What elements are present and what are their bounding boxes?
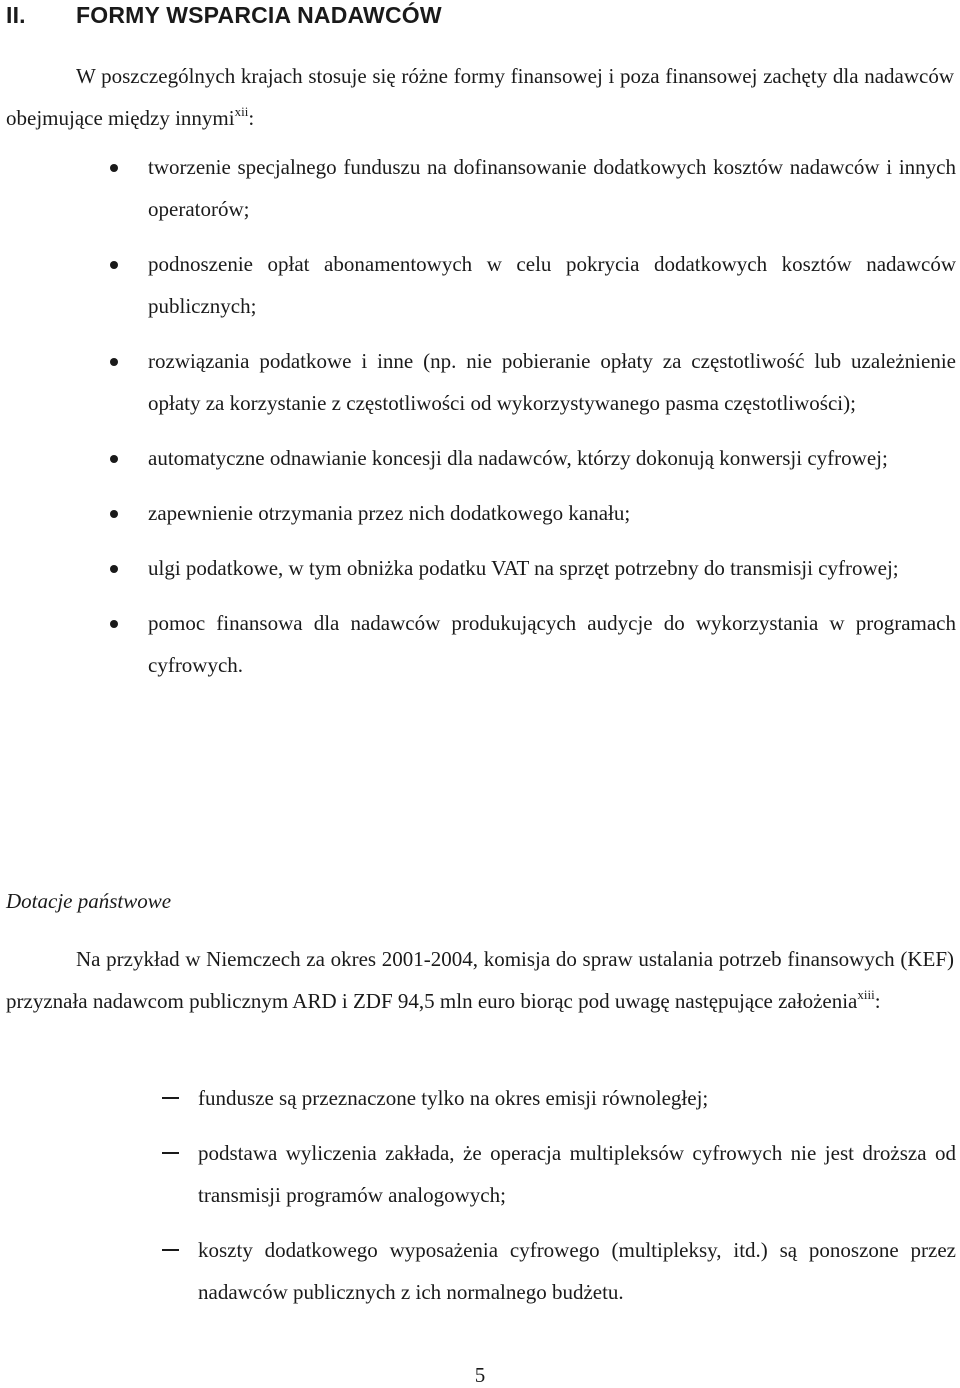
- bullet-icon: [110, 620, 118, 628]
- page-number: 5: [474, 1363, 486, 1387]
- section-heading: [6, 2, 442, 29]
- subsection-title: Dotacje państwowe: [6, 889, 172, 913]
- list-item-text: podnoszenie opłat abonamentowych w celu pokrycia dodatkowych kosztów nadawców publicznych;: [148, 252, 956, 318]
- list-item-text: rozwiązania podatkowe i inne (np. nie pobieranie opłaty za częstotliwość lub uzależnienie opłaty za korzystanie z częstotliwości od wykorzystywanego pasma częstotliwości);: [148, 349, 956, 415]
- section-title-text: FORMY WSPARCIA NADAWCÓW: [76, 2, 442, 28]
- list-item: [0, 602, 960, 686]
- bullet-icon: [110, 565, 118, 573]
- intro-suffix: :: [248, 106, 255, 130]
- section-number: II.: [6, 2, 26, 28]
- list-item-text: tworzenie specjalnego funduszu na dofinansowanie dodatkowych kosztów nadawców i innych operatorów;: [148, 155, 956, 221]
- body-text: Na przykład w Niemczech za okres 2001-2004, komisja do spraw ustalania potrzeb finansowych (KEF) przyznała nadawcom publicznym ARD i ZDF 94,5 mln euro biorąc pod uwagę następujące założenia: [6, 947, 954, 1013]
- intro-text: W poszczególnych krajach stosuje się różne formy finansowej i poza finansowej zachęty dla nadawców obejmujące między innymi: [6, 64, 954, 130]
- list-item: [0, 1229, 960, 1313]
- dash-icon: [162, 1152, 179, 1154]
- list-item: [0, 243, 960, 327]
- bullet-icon: [110, 510, 118, 518]
- body-paragraph: [6, 938, 954, 1022]
- bullet-icon: [110, 358, 118, 366]
- bullet-icon: [110, 455, 118, 463]
- list-item: [0, 492, 960, 534]
- dash-icon: [162, 1097, 179, 1099]
- footnote-ref-xii[interactable]: xii: [234, 104, 249, 119]
- footnote-ref-xiii[interactable]: xiii: [857, 987, 875, 1002]
- list-item: [0, 1077, 960, 1119]
- list-item-text: ulgi podatkowe, w tym obniżka podatku VAT na sprzęt potrzebny do transmisji cyfrowej;: [148, 556, 899, 580]
- dash-icon: [162, 1249, 179, 1251]
- list-item: [0, 437, 960, 479]
- dash-list: [0, 1077, 960, 1326]
- bullet-list: [0, 146, 960, 699]
- list-item: [0, 146, 960, 230]
- list-item-text: fundusze są przeznaczone tylko na okres emisji równoległej;: [198, 1086, 709, 1110]
- intro-paragraph: [6, 55, 954, 139]
- list-item-text: koszty dodatkowego wyposażenia cyfrowego (multipleksy, itd.) są ponoszone przez nadawców publicznych z ich normalnego budżetu.: [198, 1238, 956, 1304]
- bullet-icon: [110, 164, 118, 172]
- list-item-text: pomoc finansowa dla nadawców produkujących audycje do wykorzystania w programach cyfrowych.: [148, 611, 956, 677]
- list-item: [0, 340, 960, 424]
- list-item: [0, 547, 960, 589]
- bullet-icon: [110, 261, 118, 269]
- list-item-text: automatyczne odnawianie koncesji dla nadawców, którzy dokonują konwersji cyfrowej;: [148, 446, 888, 470]
- body-suffix: :: [874, 989, 881, 1013]
- list-item-text: zapewnienie otrzymania przez nich dodatkowego kanału;: [148, 501, 631, 525]
- list-item-text: podstawa wyliczenia zakłada, że operacja multipleksów cyfrowych nie jest droższa od transmisji programów analogowych;: [198, 1141, 956, 1207]
- list-item: [0, 1132, 960, 1216]
